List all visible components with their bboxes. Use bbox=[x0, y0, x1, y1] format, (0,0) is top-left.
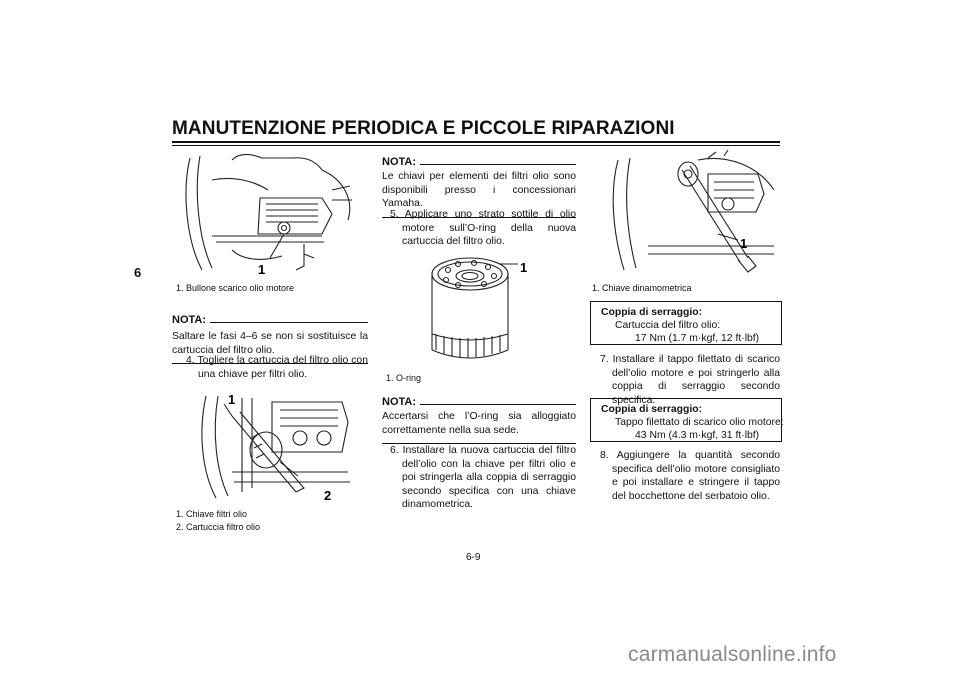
figure-callout: 1 bbox=[258, 262, 266, 277]
step-5: 5. Applicare uno strato sottile di olio motore sull’O-ring della nuova cartuccia del filtro olio. bbox=[390, 209, 576, 247]
nota-heading: NOTA: bbox=[382, 396, 417, 408]
nota-text: Saltare le fasi 4–6 se non si sostituisce la cartuccia del filtro olio. bbox=[172, 331, 368, 356]
title-rule bbox=[172, 141, 780, 143]
figure-caption: 1. Chiave dinamometrica bbox=[592, 283, 692, 293]
page-title: MANUTENZIONE PERIODICA E PICCOLE RIPARAZIONI bbox=[172, 118, 675, 139]
figure-callout: 2 bbox=[324, 488, 332, 502]
page-number: 6-9 bbox=[466, 552, 481, 563]
nota-text: Accertarsi che l’O-ring sia alloggiato correttamente nella sua sede. bbox=[382, 411, 576, 436]
figure-caption: 1. O-ring bbox=[386, 373, 422, 383]
step-8: 8. Aggiungere la quantità secondo specifica dell’olio motore consigliato e poi installare e stringere il tappo del bocchettone del serbatoio olio. bbox=[600, 450, 780, 502]
figure-callout: 1 bbox=[740, 236, 748, 251]
nota-rule bbox=[420, 404, 576, 405]
step-7: 7. Installare il tappo filettato di scarico dell’olio motore e poi stringerlo alla coppia di serraggio secondo specifica. bbox=[600, 354, 780, 406]
torque-item: Tappo filettato di scarico olio motore: bbox=[615, 417, 784, 428]
figure-caption: 1. Chiave filtri olio bbox=[176, 509, 248, 519]
torque-spec-box-2 bbox=[590, 398, 782, 442]
oil-filter-figure bbox=[418, 250, 538, 366]
figure-caption: 2. Cartuccia filtro olio bbox=[176, 522, 261, 532]
figure-callout: 1 bbox=[520, 260, 528, 275]
torque-spec-box-1 bbox=[590, 301, 782, 345]
filter-wrench-figure bbox=[172, 392, 368, 502]
drain-bolt-figure bbox=[172, 150, 368, 278]
step-6: 6. Installare la nuova cartuccia del filtro dell’olio con la chiave per filtri olio e poi stringerla alla coppia di serraggio secondo specifica con una chiave dinamometrica. bbox=[390, 445, 576, 510]
watermark: carmanualsonline.info bbox=[628, 643, 837, 666]
nota-text: Le chiavi per elementi dei filtri olio sono disponibili presso i concessionari Yamaha. bbox=[382, 171, 576, 209]
figure-caption: 1. Bullone scarico olio motore bbox=[176, 283, 295, 293]
chapter-number: 6 bbox=[134, 265, 142, 280]
step-4: 4. Togliere la cartuccia del filtro olio con una chiave per filtri olio. bbox=[186, 355, 368, 380]
chapter-tab bbox=[124, 262, 152, 286]
figure-callout: 1 bbox=[228, 392, 236, 407]
nota-rule bbox=[420, 164, 576, 165]
torque-heading: Coppia di serraggio: bbox=[601, 404, 703, 415]
torque-heading: Coppia di serraggio: bbox=[601, 307, 703, 318]
nota-heading: NOTA: bbox=[382, 156, 417, 168]
nota-box-3 bbox=[382, 396, 576, 444]
torque-item: Cartuccia del filtro olio: bbox=[615, 320, 721, 331]
torque-value: 43 Nm (4.3 m·kgf, 31 ft·lbf) bbox=[635, 430, 760, 441]
nota-heading: NOTA: bbox=[172, 314, 207, 326]
title-rule-thin bbox=[172, 145, 780, 146]
torque-wrench-figure bbox=[588, 150, 780, 278]
torque-value: 17 Nm (1.7 m·kgf, 12 ft·lbf) bbox=[635, 333, 760, 344]
nota-rule bbox=[210, 322, 368, 323]
